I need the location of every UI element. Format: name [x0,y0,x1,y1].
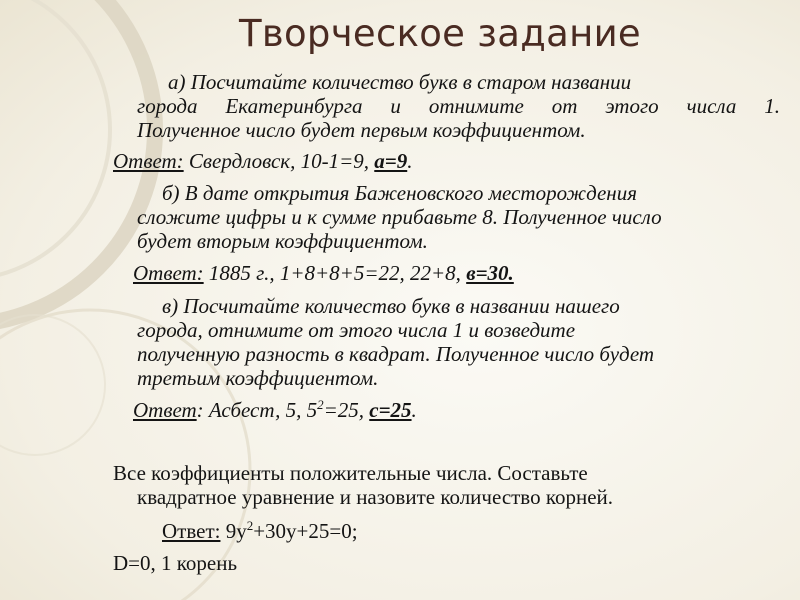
task-a-line-2: города Екатеринбурга и отнимите от этого числа 1. [137,94,780,118]
answer-end: . [411,398,417,422]
task-a-line-1: а) Посчитайте количество букв в старом названии [168,70,632,94]
task-b-line-2: сложите цифры и к сумме прибавьте 8. Полученное число [137,205,662,229]
slide-title: Творческое задание [238,12,641,55]
equation-part-2: +30у+25=0; [253,519,358,543]
answer-text-2: =25, [323,398,370,422]
equation-part-1: 9у [220,519,247,543]
answer-result: а=9 [374,149,408,173]
answer-label: Ответ: [162,519,221,543]
answer-label: Ответ [133,398,197,422]
task-c-line-3: полученную разность в квадрат. Полученное число будет [137,342,655,366]
answer-sup: 2 [317,397,324,412]
task-c-line-4: третьим коэффициентом. [137,366,379,390]
answer-label: Ответ: [133,261,204,285]
answer-result: с=25 [369,398,412,422]
task-b-line-3: будет вторым коэффициентом. [137,229,428,253]
answer-result: в=30. [466,261,514,285]
answer-text: : Асбест, 5, 5 [196,398,318,422]
final-line-1: Все коэффициенты положительные числа. Составьте [113,461,588,485]
task-c-line-1: в) Посчитайте количество букв в названии нашего [162,294,620,318]
task-c-answer [133,398,417,422]
answer-text: Свердловск, 10-1=9, [183,149,375,173]
task-c-line-2: города, отнимите от этого числа 1 и возведите [137,318,576,342]
task-b-line-1: б) В дате открытия Баженовского месторождения [162,181,637,205]
equation-sup: 2 [246,518,254,533]
answer-end: . [407,149,413,173]
answer-label: Ответ: [113,149,184,173]
task-a-line-3: Полученное число будет первым коэффициентом. [137,118,586,142]
task-a-answer [113,149,412,173]
answer-text: 1885 г., 1+8+8+5=22, 22+8, [203,261,467,285]
final-line-2: квадратное уравнение и назовите количество корней. [137,485,614,509]
final-answer [162,519,358,543]
final-result: D=0, 1 корень [113,551,238,575]
task-b-answer [133,261,514,285]
